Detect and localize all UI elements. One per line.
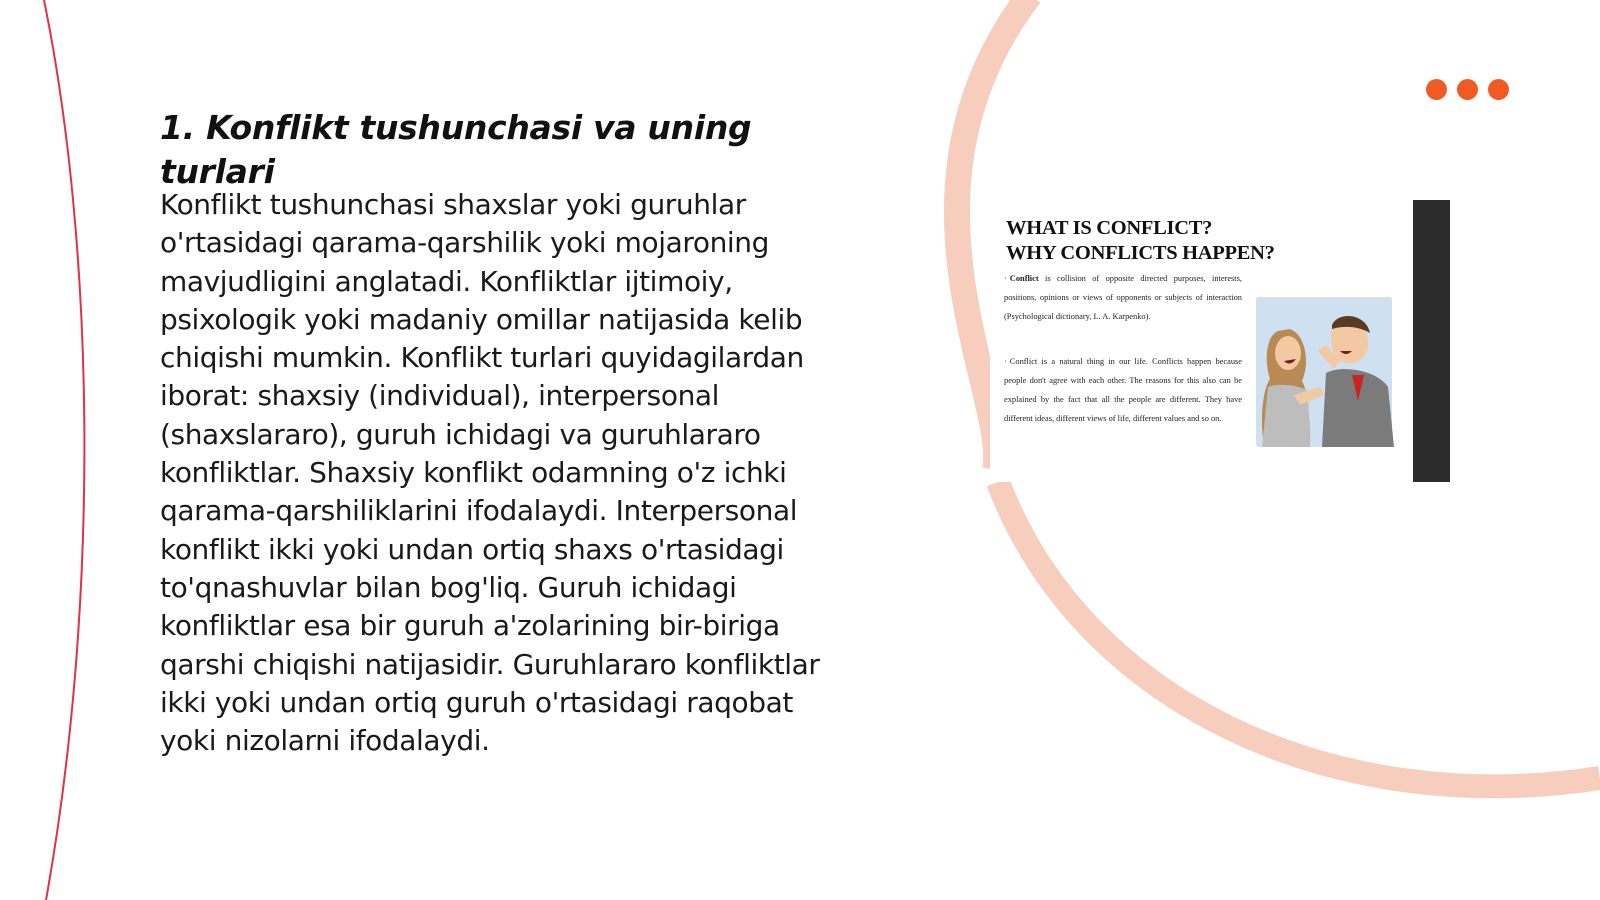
slide-title: 1. Konflikt tushunchasi va uning turlari (160, 108, 752, 191)
inset-bullet (1004, 269, 1242, 326)
inset-bullet-text: Conflict is a natural thing in our life. Conflicts happen because people don't agree with each other. The reasons for this also can be explained by the fact that all the people are different. They have different ideas, different views of life, different values and so on. (1004, 357, 1242, 423)
dot (1457, 79, 1478, 100)
bullet-icon: · (1004, 357, 1007, 366)
inset-title-line: WHAT IS CONFLICT? (1006, 217, 1213, 239)
inset-title (1006, 216, 1336, 266)
inset-bullet (1004, 352, 1242, 428)
decorative-arc-lower (998, 482, 1600, 786)
dot (1488, 79, 1509, 100)
bullet-icon: · (1004, 274, 1007, 283)
dots-menu-icon (1426, 79, 1509, 100)
left-edge-line (44, 0, 84, 900)
dot (1426, 79, 1447, 100)
slide-body-text: Konflikt tushunchasi shaxslar yoki guruhlar o'rtasidagi qarama-qarshilik yoki mojaroning mavjudligini anglatadi. Konfliktlar ijtimoiy, psixologik yoki madaniy omillar natijasida kelib chiqishi mumkin. Konflikt turlari quyidagilardan iborat: shaxsiy (individual), interpersonal (shaxslararo), guruh ichidagi va guruhlararo konfliktlar. Shaxsiy konflikt odamning o'z ichki qarama-qarshiliklarini ifodalaydi. Interpersonal konflikt ikki yoki undan ortiq shaxs o'rtasidagi to'qnashuvlar bilan bog'liq. Guruh ichidagi konfliktlar esa bir guruh a'zolarining bir-biriga qarshi chiqishi natijasidir. Guruhlararo konfliktlar ikki yoki undan ortiq guruh o'rtasidagi raqobat yoki nizolarni ifodalaydi. (160, 188, 820, 758)
inset-bullet-text: is collision of opposite directed purposes, interests, positions, opinions or views of opponents or subjects of interaction (Psychological dictionary, L. A. Karpenko). (1004, 274, 1242, 321)
inset-title-line: WHY CONFLICTS HAPPEN? (1006, 242, 1275, 264)
embedded-slide-image (990, 200, 1450, 482)
dark-side-bar (1413, 200, 1450, 482)
inset-bullet-term: Conflict (1009, 274, 1039, 283)
arguing-couple-illustration-icon (1248, 291, 1398, 449)
